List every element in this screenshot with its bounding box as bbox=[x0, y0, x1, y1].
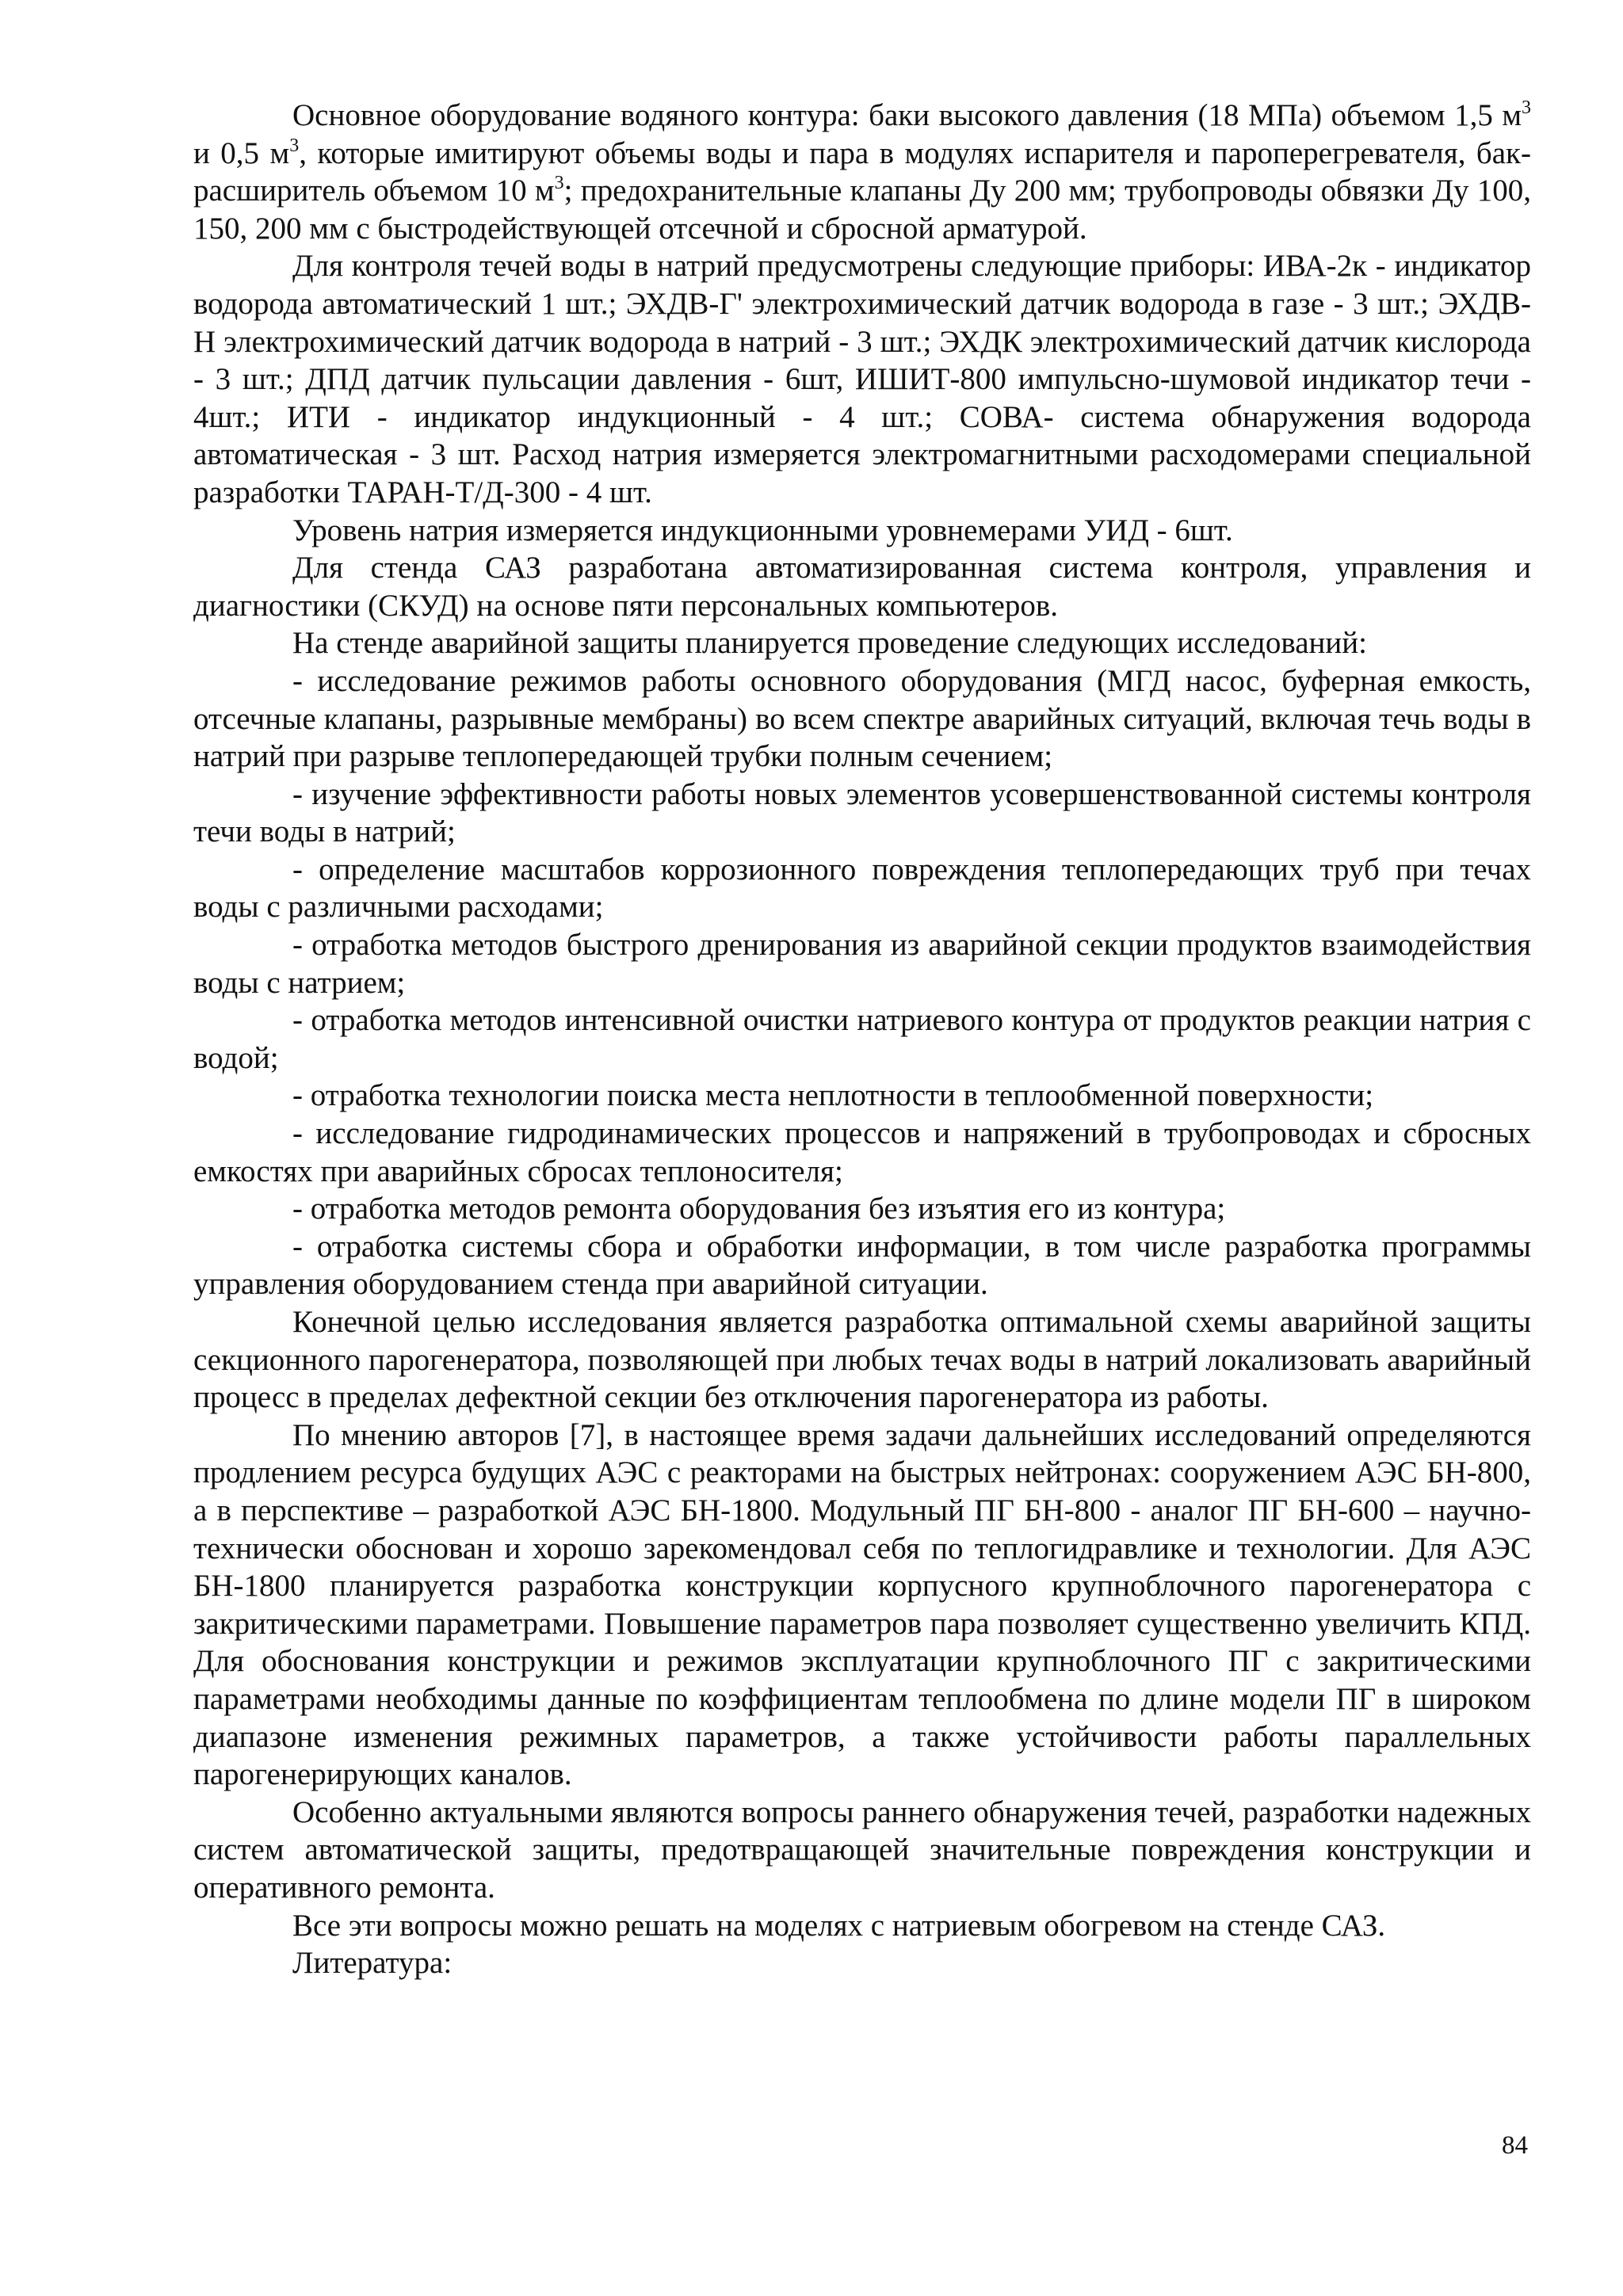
list-item: - отработка методов быстрого дренирования из аварийной секции продуктов взаимодействия воды с натрием; bbox=[193, 928, 1531, 1000]
section-heading-literature: Литература: bbox=[292, 1946, 453, 1981]
paragraph: Все эти вопросы можно решать на моделях с натриевым обогревом на стенде САЗ. bbox=[292, 1908, 1386, 1943]
list-item: - определение масштабов коррозионного повреждения теплопередающих труб при течах воды с различными расходами; bbox=[193, 852, 1531, 925]
list-item: - изучение эффективности работы новых элементов усовершенствованной системы контроля течи воды в натрий; bbox=[193, 776, 1531, 849]
paragraph: Особенно актуальными являются вопросы раннего обнаружения течей, разработки надежных систем автоматической защиты, предотвращающей значительные повреждения конструкции и оперативного ремонта. bbox=[193, 1794, 1531, 1905]
document-body bbox=[193, 97, 1531, 1982]
list-item: - исследование режимов работы основного оборудования (МГД насос, буферная емкость, отсечные клапаны, разрывные мембраны) во всем спектре аварийных ситуаций, включая течь воды в натрий при разрыве теплопередающей трубки полным сечением; bbox=[193, 663, 1531, 774]
list-item: - исследование гидродинамических процессов и напряжений в трубопроводах и сбросных емкостях при аварийных сбросах теплоносителя; bbox=[193, 1116, 1531, 1188]
list-item: - отработка методов ремонта оборудования без изъятия его из контура; bbox=[292, 1192, 1226, 1226]
list-item: - отработка методов интенсивной очистки натриевого контура от продуктов реакции натрия с водой; bbox=[193, 1003, 1531, 1075]
paragraph-equipment: Основное оборудование водяного контура: баки высокого давления (18 МПа) объемом 1,5 $м^3$ и 0,5 $м^3$, которые имитируют объемы воды и пара в модулях испарителя и пароперегревателя, бак-расширитель объемом 10 $м^3$; предохранительные клапаны Ду 200 мм; трубопроводы обвязки Ду 100, 150, 200 мм с быстродействующей отсечной и сбросной арматурой. bbox=[193, 97, 1531, 246]
list-item: - отработка системы сбора и обработки информации, в том числе разработка программы управления оборудованием стенда при аварийной ситуации. bbox=[193, 1229, 1531, 1302]
superscript: 3 bbox=[554, 173, 564, 194]
paragraph: Конечной целью исследования является разработка оптимальной схемы аварийной защиты секционного парогенератора, позволяющей при любых течах воды в натрий локализовать аварийный процесс в пределах дефектной секции без отключения парогенератора из работы. bbox=[193, 1305, 1531, 1415]
superscript: 3 bbox=[289, 135, 300, 156]
superscript: 3 bbox=[1522, 97, 1531, 118]
paragraph: Для стенда САЗ разработана автоматизированная система контроля, управления и диагностики (СКУД) на основе пяти персональных компьютеров. bbox=[193, 551, 1531, 623]
paragraph: По мнению авторов [7], в настоящее время задачи дальнейших исследований определяются продлением ресурса будущих АЭС с реакторами на быстрых нейтронах: сооружением АЭС БН-800, а в перспективе – разработкой АЭС БН-1800. Модульный ПГ БН-800 - аналог ПГ БН-600 – научно-технически обоснован и хорошо зарекомендовал себя по теплогидравлике и технологии. Для АЭС БН-1800 планируется разработка конструкции корпусного крупноблочного парогенератора с закритическими параметрами. Повышение параметров пара позволяет существенно увеличить КПД. Для обоснования конструкции и режимов эксплуатации крупноблочного ПГ с закритическими параметрами необходимы данные по коэффициентам теплообмена по длине модели ПГ в широком диапазоне изменения режимных параметров, а также устойчивости работы параллельных парогенерирующих каналов. bbox=[193, 1417, 1531, 1792]
page-number: 84 bbox=[1502, 2131, 1528, 2160]
paragraph: Для контроля течей воды в натрий предусмотрены следующие приборы: ИВА-2к - индикатор водорода автоматический 1 шт.; ЭХДВ-Г' электрохимический датчик водорода в газе - 3 шт.; ЭХДВ-Н электрохимический датчик водорода в натрий - 3 шт.; ЭХДК электрохимический датчик кислорода - 3 шт.; ДПД датчик пульсации давления - 6шт, ИШИТ-800 импульсно-шумовой индикатор течи - 4шт.; ИТИ - индикатор индукционный - 4 шт.; СОВА- система обнаружения водорода автоматическая - 3 шт. Расход натрия измеряется электромагнитными расходомерами специальной разработки ТАРАН-Т/Д-300 - 4 шт. bbox=[193, 249, 1531, 509]
paragraph: Уровень натрия измеряется индукционными уровнемерами УИД - 6шт. bbox=[292, 513, 1233, 547]
list-item: - отработка технологии поиска места неплотности в теплообменной поверхности; bbox=[292, 1078, 1374, 1113]
paragraph: На стенде аварийной защиты планируется проведение следующих исследований: bbox=[292, 626, 1367, 661]
